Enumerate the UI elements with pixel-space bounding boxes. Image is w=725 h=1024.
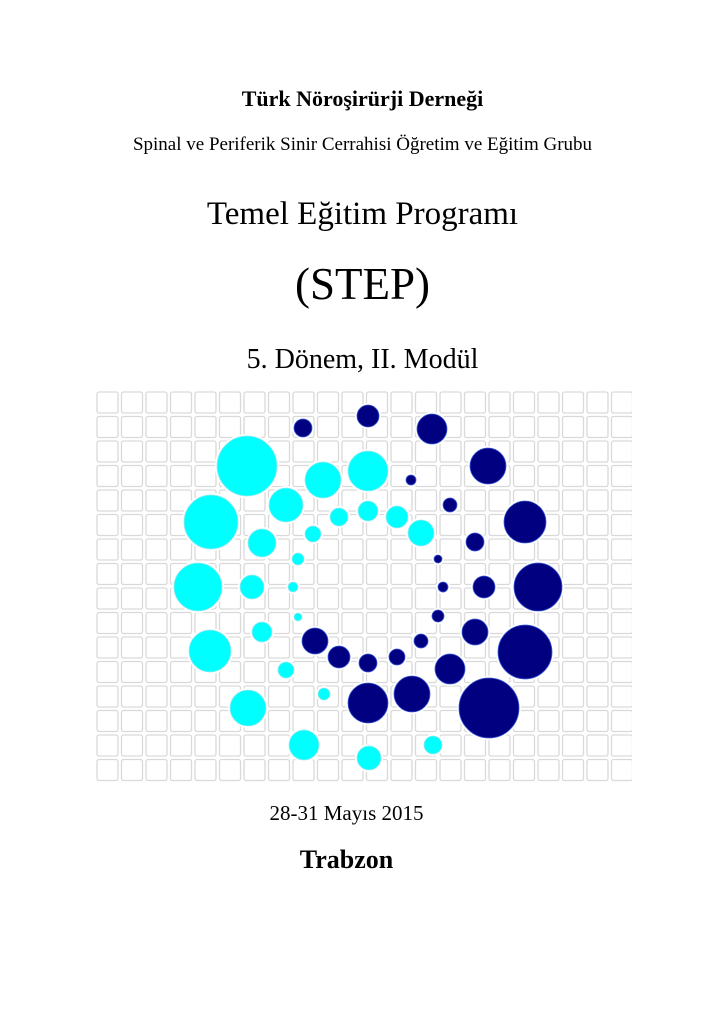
grid-cell [146, 588, 167, 609]
grid-cell [171, 539, 192, 560]
circle-spiral-logo-icon [95, 390, 632, 784]
cyan-dot [292, 553, 304, 565]
grid-cell [195, 686, 216, 707]
grid-cell [122, 588, 143, 609]
cyan-dot [318, 688, 330, 700]
grid-cell [97, 564, 118, 585]
grid-cell [220, 735, 241, 756]
navy-dot [394, 676, 430, 712]
grid-cell [318, 588, 339, 609]
grid-cell [171, 735, 192, 756]
grid-cell [293, 662, 314, 683]
cyan-dot [189, 630, 231, 672]
grid-cell [489, 760, 510, 781]
grid-cell [269, 392, 290, 413]
grid-cell [318, 760, 339, 781]
cyan-dot [386, 506, 408, 528]
grid-cell [391, 588, 412, 609]
grid-cell [612, 735, 633, 756]
program-title: Temel Eğitim Programı [206, 196, 519, 232]
grid-cell [146, 662, 167, 683]
grid-cell [220, 417, 241, 438]
grid-cell [146, 490, 167, 511]
grid-cell [97, 539, 118, 560]
grid-cell [440, 441, 461, 462]
navy-dot [462, 619, 488, 645]
grid-cell [391, 613, 412, 634]
grid-cell [220, 613, 241, 634]
grid-cell [122, 613, 143, 634]
grid-cell [122, 417, 143, 438]
grid-cell [538, 466, 559, 487]
grid-cell [122, 686, 143, 707]
program-acronym: (STEP) [295, 259, 430, 309]
grid-cell [244, 392, 265, 413]
grid-cell [195, 417, 216, 438]
grid-cell [514, 441, 535, 462]
grid-cell [465, 392, 486, 413]
grid-cell [514, 760, 535, 781]
grid-cell [146, 392, 167, 413]
grid-cell [318, 539, 339, 560]
cyan-dot [184, 495, 238, 549]
cyan-dot [424, 736, 442, 754]
grid-cell [97, 686, 118, 707]
grid-cell [612, 637, 633, 658]
grid-cell [122, 735, 143, 756]
grid-cell [391, 760, 412, 781]
grid-cell [538, 392, 559, 413]
grid-cell [220, 760, 241, 781]
grid-cell [563, 539, 584, 560]
grid-cell [342, 539, 363, 560]
grid-cell [391, 441, 412, 462]
grid-cell [563, 588, 584, 609]
grid-cell [318, 417, 339, 438]
cyan-dot [330, 508, 348, 526]
grid-cell [97, 441, 118, 462]
navy-dot [357, 405, 379, 427]
navy-dot [432, 610, 444, 622]
grid-cell [293, 441, 314, 462]
grid-cell [195, 735, 216, 756]
grid-cell [563, 515, 584, 536]
grid-cell [440, 760, 461, 781]
grid-cell [416, 392, 437, 413]
grid-cell [97, 662, 118, 683]
grid-cell [171, 441, 192, 462]
grid-cell [587, 515, 608, 536]
grid-cell [587, 637, 608, 658]
navy-dot [414, 634, 428, 648]
grid-cell [269, 735, 290, 756]
grid-cell [587, 466, 608, 487]
navy-dot [470, 448, 506, 484]
grid-cell [587, 392, 608, 413]
grid-cell [97, 417, 118, 438]
module-label: 5. Dönem, II. Modül [246, 344, 479, 375]
grid-cell [269, 588, 290, 609]
grid-cell [146, 539, 167, 560]
grid-cell [171, 686, 192, 707]
grid-cell [97, 515, 118, 536]
navy-dot [302, 628, 328, 654]
grid-cell [97, 711, 118, 732]
grid-cell [391, 564, 412, 585]
grid-cell [293, 760, 314, 781]
grid-cell [269, 686, 290, 707]
grid-cell [293, 392, 314, 413]
grid-cell [587, 613, 608, 634]
navy-dot [498, 625, 552, 679]
cyan-dot [358, 501, 378, 521]
grid-cell [612, 392, 633, 413]
grid-cell [416, 466, 437, 487]
grid-cell [195, 466, 216, 487]
grid-cell [612, 613, 633, 634]
grid-cell [416, 760, 437, 781]
grid-cell [122, 662, 143, 683]
grid-cell [587, 662, 608, 683]
grid-cell [367, 588, 388, 609]
navy-dot [504, 501, 546, 543]
cyan-dot [305, 526, 321, 542]
grid-cell [489, 539, 510, 560]
cyan-dot [240, 575, 264, 599]
grid-cell [514, 392, 535, 413]
grid-cell [416, 490, 437, 511]
grid-cell [195, 760, 216, 781]
grid-cell [612, 686, 633, 707]
grid-cell [122, 392, 143, 413]
grid-cell [587, 539, 608, 560]
grid-cell [538, 735, 559, 756]
grid-cell [171, 466, 192, 487]
grid-cell [122, 441, 143, 462]
grid-cell [318, 564, 339, 585]
navy-dot [459, 678, 519, 738]
grid-cell [195, 441, 216, 462]
grid-cell [538, 711, 559, 732]
grid-cell [612, 466, 633, 487]
grid-cell [342, 588, 363, 609]
grid-cell [612, 539, 633, 560]
grid-cell [563, 686, 584, 707]
grid-cell [97, 490, 118, 511]
grid-cell [293, 686, 314, 707]
navy-dot [389, 649, 405, 665]
grid-cell [563, 466, 584, 487]
grid-cell [514, 417, 535, 438]
grid-cell [563, 637, 584, 658]
grid-cell [563, 441, 584, 462]
grid-cell [269, 417, 290, 438]
grid-cell [146, 515, 167, 536]
grid-cell [612, 417, 633, 438]
grid-cell [391, 735, 412, 756]
grid-cell [563, 392, 584, 413]
grid-cell [587, 441, 608, 462]
grid-cell [538, 417, 559, 438]
grid-cell [489, 392, 510, 413]
grid-cell [587, 417, 608, 438]
grid-cell [612, 662, 633, 683]
grid-cell [122, 711, 143, 732]
grid-cell [391, 539, 412, 560]
grid-cell [416, 564, 437, 585]
grid-cell [146, 613, 167, 634]
cyan-dot [248, 529, 276, 557]
grid-cell [563, 662, 584, 683]
grid-cell [538, 686, 559, 707]
grid-cell [269, 637, 290, 658]
grid-cell [612, 490, 633, 511]
grid-cell [146, 466, 167, 487]
grid-cell [587, 490, 608, 511]
navy-dot [406, 475, 416, 485]
grid-cell [587, 564, 608, 585]
cyan-dot [289, 730, 319, 760]
grid-cell [391, 417, 412, 438]
cyan-dot [174, 563, 222, 611]
grid-cell [146, 760, 167, 781]
grid-cell [171, 711, 192, 732]
event-city: Trabzon [299, 845, 394, 874]
grid-cell [244, 760, 265, 781]
grid-cell [97, 735, 118, 756]
cyan-dot [348, 451, 388, 491]
grid-cell [416, 588, 437, 609]
navy-dot [435, 654, 465, 684]
grid-cell [195, 392, 216, 413]
grid-cell [367, 564, 388, 585]
navy-dot [514, 563, 562, 611]
grid-cell [440, 392, 461, 413]
grid-cell [146, 417, 167, 438]
cyan-dot [408, 520, 434, 546]
grid-cell [612, 515, 633, 536]
grid-cell [612, 760, 633, 781]
cyan-dot [357, 746, 381, 770]
grid-cell [587, 588, 608, 609]
navy-dot [466, 533, 484, 551]
grid-cell [342, 613, 363, 634]
grid-cell [97, 637, 118, 658]
grid-cell [440, 515, 461, 536]
grid-cell [146, 735, 167, 756]
cyan-dot [278, 662, 294, 678]
grid-cell [563, 417, 584, 438]
grid-cell [563, 490, 584, 511]
grid-cell [587, 760, 608, 781]
grid-cell [587, 711, 608, 732]
grid-cell [269, 760, 290, 781]
navy-dot [443, 498, 457, 512]
grid-cell [269, 564, 290, 585]
grid-cell [538, 760, 559, 781]
cyan-dot [288, 582, 298, 592]
grid-cell [220, 392, 241, 413]
grid-cell [146, 441, 167, 462]
cyan-dot [294, 613, 302, 621]
group-name: Spinal ve Periferik Sinir Cerrahisi Öğretim ve Eğitim Grubu [132, 134, 593, 155]
cyan-dot [217, 436, 277, 496]
grid-cell [122, 564, 143, 585]
grid-cell [612, 588, 633, 609]
grid-cell [171, 760, 192, 781]
grid-cell [440, 466, 461, 487]
grid-cell [416, 711, 437, 732]
grid-cell [612, 564, 633, 585]
grid-cell [171, 613, 192, 634]
grid-cell [563, 711, 584, 732]
navy-dot [294, 419, 312, 437]
navy-dot [348, 683, 388, 723]
grid-cell [97, 392, 118, 413]
grid-cell [538, 441, 559, 462]
grid-cell [122, 515, 143, 536]
cyan-dot [305, 462, 341, 498]
cyan-dot [252, 622, 272, 642]
grid-cell [122, 760, 143, 781]
grid-cell [195, 711, 216, 732]
grid-cell [465, 417, 486, 438]
grid-cell [97, 613, 118, 634]
grid-cell [612, 441, 633, 462]
navy-dot [438, 582, 448, 592]
navy-dot [434, 555, 442, 563]
grid-cell [269, 711, 290, 732]
navy-dot [328, 646, 350, 668]
grid-cell [563, 735, 584, 756]
grid-cell [146, 564, 167, 585]
grid-cell [489, 490, 510, 511]
grid-cell [367, 539, 388, 560]
grid-cell [318, 441, 339, 462]
grid-cell [244, 735, 265, 756]
grid-cell [612, 711, 633, 732]
grid-cell [171, 392, 192, 413]
grid-cell [318, 392, 339, 413]
grid-cell [146, 637, 167, 658]
grid-cell [146, 686, 167, 707]
grid-cell [465, 490, 486, 511]
navy-dot [473, 576, 495, 598]
grid-cell [171, 417, 192, 438]
navy-dot [417, 414, 447, 444]
grid-cell [97, 760, 118, 781]
grid-cell [489, 417, 510, 438]
grid-cell [146, 711, 167, 732]
grid-cell [563, 613, 584, 634]
grid-cell [244, 662, 265, 683]
grid-cell [318, 711, 339, 732]
cyan-dot [230, 690, 266, 726]
grid-cell [563, 760, 584, 781]
grid-cell [171, 662, 192, 683]
organization-name: Türk Nöroşirürji Derneği [241, 86, 484, 111]
grid-cell [97, 588, 118, 609]
grid-cell [514, 466, 535, 487]
grid-cell [367, 613, 388, 634]
cyan-dot [269, 488, 303, 522]
grid-cell [538, 539, 559, 560]
grid-cell [122, 466, 143, 487]
navy-dot [359, 654, 377, 672]
grid-cell [563, 564, 584, 585]
grid-cell [465, 760, 486, 781]
grid-cell [587, 735, 608, 756]
grid-cell [342, 564, 363, 585]
grid-cell [587, 686, 608, 707]
grid-cell [391, 392, 412, 413]
grid-cell [514, 735, 535, 756]
grid-cell [122, 490, 143, 511]
grid-cell [97, 466, 118, 487]
event-dates: 28-31 Mayıs 2015 [269, 801, 424, 825]
grid-cell [122, 637, 143, 658]
grid-cell [122, 539, 143, 560]
